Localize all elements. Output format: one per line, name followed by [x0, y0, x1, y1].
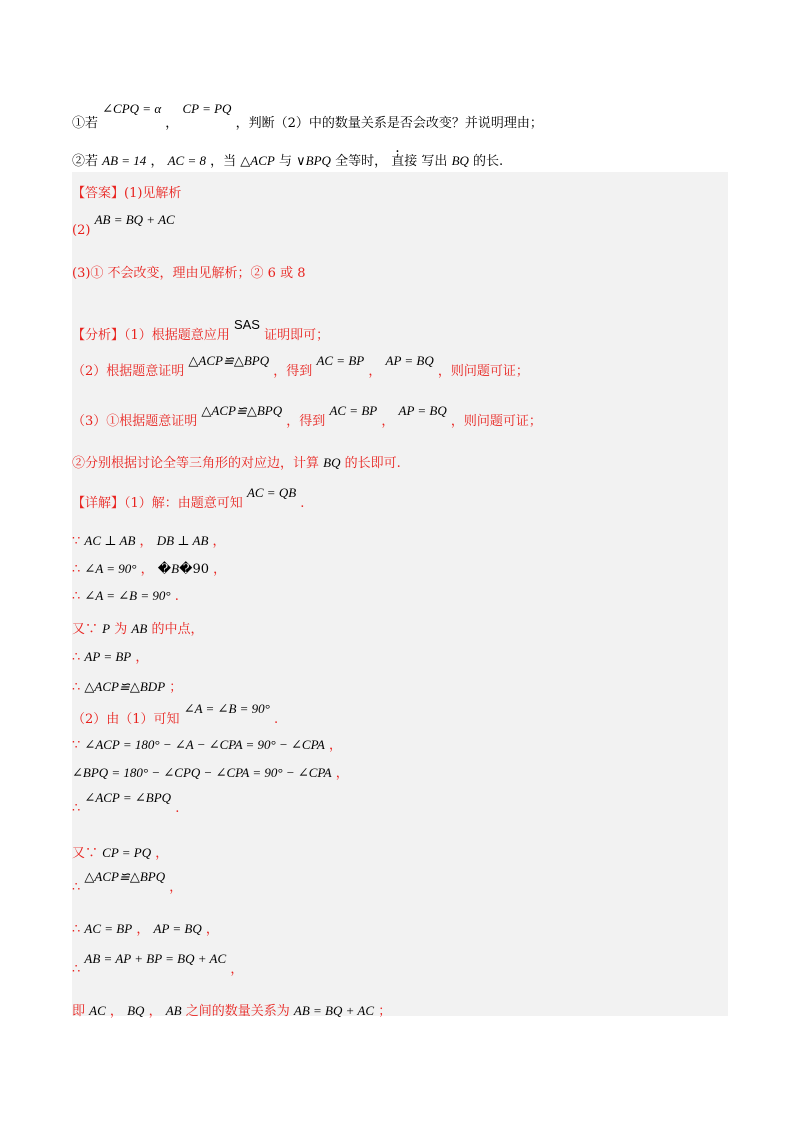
bq: BQ: [323, 455, 341, 470]
text: .: [274, 712, 279, 727]
triangle-acp: △ACP: [240, 153, 275, 168]
text: ；: [169, 680, 183, 695]
text: .: [175, 801, 180, 816]
detail-line-1: [72, 485, 305, 511]
answer-3: (3)① 不会改变，理由见解析；② 6 或 8: [72, 266, 306, 281]
text: （1）解：由题意可知: [124, 496, 243, 511]
ab-eq-14: AB = 14: [102, 153, 147, 168]
detail-line-2: [72, 530, 226, 549]
text: ，得到: [286, 414, 326, 429]
detail-line-7: [72, 676, 182, 695]
text: ，: [140, 562, 154, 577]
ac-eq-8: AC = 8: [167, 153, 206, 168]
question-part-2: [72, 150, 503, 169]
text: 全等时，: [335, 154, 388, 169]
congruence: △ACP≌△BPQ: [201, 403, 283, 418]
emphasized-text: 直接: [391, 154, 418, 169]
question-1-text: ，判断（2）中的数量关系是否会改变？并说明理由；: [235, 116, 543, 131]
therefore-symbol: ∴: [72, 880, 81, 895]
text: ，得到: [273, 364, 313, 379]
detail-line-12: [72, 842, 168, 861]
analysis-line-4: [72, 452, 401, 471]
text: ，: [169, 880, 183, 895]
question-part-1: [72, 101, 543, 131]
text: （1）根据题意应用: [124, 328, 230, 343]
text: 又∵: [72, 846, 99, 861]
answer-line-2: [72, 212, 175, 238]
analysis-line-3: [72, 403, 542, 429]
text: ，则问题可证；: [437, 364, 529, 379]
text: ，: [139, 534, 153, 549]
text: ，: [109, 1004, 123, 1019]
text: ，当: [210, 154, 237, 169]
point-p: P: [102, 621, 111, 636]
ab-sum-formula: AB = AP + BP = BQ + AC: [84, 951, 227, 966]
analysis-line-2: [72, 353, 529, 379]
comma: ，: [165, 116, 179, 131]
answer-2-number: (2): [72, 223, 91, 238]
answer-label: 【答案】: [72, 186, 125, 201]
detail-line-10: [72, 762, 349, 781]
text: ，: [212, 534, 226, 549]
ac-eq-bp: AC = BP: [316, 353, 365, 368]
text: 证明即可；: [264, 328, 330, 343]
placeholder-glyph: �: [179, 562, 193, 577]
text: .: [300, 496, 305, 511]
bq: BQ: [451, 153, 469, 168]
therefore-symbol: ∴: [72, 962, 81, 977]
answer-1: (1)见解析: [124, 186, 182, 201]
text: ②分别根据讨论全等三角形的对应边，计算: [72, 456, 320, 471]
therefore-symbol: ∴: [72, 922, 81, 937]
answer-2-formula: AB = BQ + AC: [94, 212, 175, 227]
congruence: △ACP≌△BPQ: [188, 353, 270, 368]
detail-line-11: [72, 790, 180, 816]
therefore-symbol: ∴: [72, 680, 81, 695]
text: 又∵: [72, 622, 99, 637]
value-90: 90: [192, 562, 209, 577]
cp-eq-pq: CP = PQ: [182, 101, 232, 116]
text: 写出: [421, 154, 448, 169]
detail-line-8: [72, 701, 279, 727]
angle-bpq-formula: ∠BPQ = 180° − ∠CPQ − ∠CPA = 90° − ∠CPA: [72, 765, 332, 780]
comma: ，: [150, 154, 164, 169]
triangle-bpq: ∨BPQ: [296, 153, 331, 168]
therefore-symbol: ∴: [72, 562, 81, 577]
ap-eq-bq: AP = BQ: [398, 403, 447, 418]
angle-acp-eq-bpq: ∠ACP = ∠BPQ: [84, 790, 172, 805]
text: ，: [335, 766, 349, 781]
analysis-label: 【分析】: [72, 328, 125, 343]
detail-label: 【详解】: [72, 496, 125, 511]
angle-a-90: ∠A = 90°: [84, 561, 137, 576]
segment-ab: AB: [131, 621, 148, 636]
text: ，: [135, 650, 149, 665]
text: ，: [381, 414, 395, 429]
final-relation: AB = BQ + AC: [293, 1003, 375, 1018]
text: ，: [148, 1004, 162, 1019]
detail-line-5: [72, 618, 203, 637]
text: （3）①根据题意证明: [72, 414, 198, 429]
cp-eq-pq: CP = PQ: [102, 845, 152, 860]
angles-equal-90: ∠A = ∠B = 90°: [183, 701, 270, 716]
text: ，: [136, 922, 150, 937]
therefore-symbol: ∴: [72, 650, 81, 665]
text: （2）由（1）可知: [72, 712, 180, 727]
congruence-acp-bpq: △ACP≌△BPQ: [84, 869, 166, 884]
angle-b: B: [171, 561, 180, 576]
ac-eq-bp: AC = BP: [329, 403, 378, 418]
because-symbol: ∵: [72, 738, 81, 753]
detail-line-6: [72, 646, 148, 665]
text: 即: [72, 1004, 86, 1019]
angle-acp-formula: ∠ACP = 180° − ∠A − ∠CPA = 90° − ∠CPA: [84, 737, 325, 752]
text: ；: [378, 1004, 392, 1019]
question-2-prefix: ②若: [72, 154, 99, 169]
congruence-acp-bdp: △ACP≌△BDP: [84, 679, 166, 694]
ap-eq-bq: AP = BQ: [385, 353, 434, 368]
question-1-prefix: ①若: [72, 116, 99, 131]
text: .: [174, 589, 179, 604]
bq: BQ: [127, 1003, 145, 1018]
therefore-symbol: ∴: [72, 589, 81, 604]
text: ，: [155, 846, 169, 861]
text: 的中点，: [151, 622, 204, 637]
angles-equal-90: ∠A = ∠B = 90°: [84, 588, 171, 603]
answer-line-3: [72, 262, 306, 281]
db-perp-ab: DB ⊥ AB: [156, 533, 209, 548]
answer-line-1: [72, 182, 181, 201]
detail-line-14: [72, 918, 219, 937]
detail-line-16: [72, 1000, 391, 1019]
text: 的长即可.: [344, 456, 401, 471]
text: ，则问题可证；: [450, 414, 542, 429]
placeholder-glyph: �: [157, 562, 172, 577]
ac-eq-bp: AC = BP: [84, 921, 133, 936]
ap-eq-bq: AP = BQ: [153, 921, 202, 936]
text: 之间的数量关系为: [185, 1004, 290, 1019]
text: 与: [279, 154, 293, 169]
text: ，: [230, 962, 244, 977]
detail-line-13: [72, 869, 183, 895]
sas-term: SAS: [233, 317, 260, 332]
text: 为: [114, 622, 128, 637]
ac-eq-qb: AC = QB: [246, 485, 297, 500]
text: 的长.: [473, 154, 504, 169]
ac-perp-ab: AC ⊥ AB: [84, 533, 136, 548]
text: ，: [328, 738, 342, 753]
text: ，: [213, 562, 227, 577]
ac: AC: [89, 1003, 106, 1018]
text: ，: [368, 364, 382, 379]
ab: AB: [165, 1003, 182, 1018]
text: （2）根据题意证明: [72, 364, 185, 379]
detail-line-15: [72, 951, 244, 977]
detail-line-3: [72, 558, 226, 577]
angle-cpq-alpha: ∠CPQ = α: [102, 101, 162, 116]
therefore-symbol: ∴: [72, 801, 81, 816]
ap-eq-bp: AP = BP: [84, 649, 132, 664]
text: ，: [205, 922, 219, 937]
detail-line-9: [72, 734, 342, 753]
detail-line-4: [72, 588, 179, 604]
because-symbol: ∵: [72, 534, 81, 549]
analysis-line-1: [72, 317, 330, 343]
